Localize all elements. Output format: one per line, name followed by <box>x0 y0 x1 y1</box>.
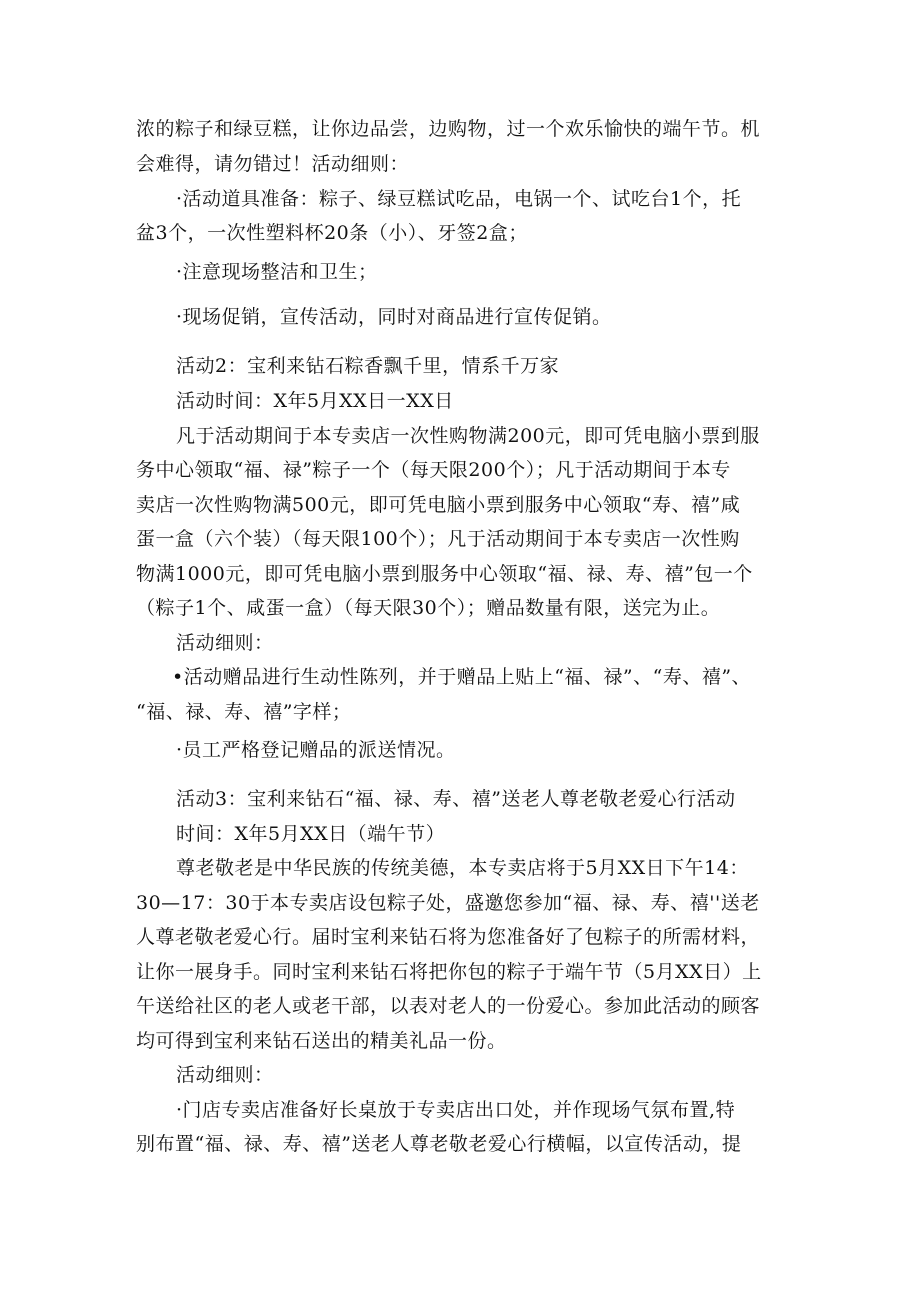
text-line: 卖店一次性购物满500元，即可凭电脑小票到服务中心领取“寿、禧”咸 <box>136 494 741 516</box>
text-line: 均可得到宝利来钻石送出的精美礼品一份。 <box>136 1030 507 1052</box>
bullet-item: ·活动道具准备：粽子、绿豆糕试吃品，电锅一个、试吃台1个，托 <box>176 188 742 210</box>
text-line: （粽子1个、咸蛋一盒）（每天限30个）；赠品数量有限，送完为止。 <box>136 597 721 619</box>
text-line: 蛋一盒（六个装）（每天限100个）；凡于活动期间于本专卖店一次性购 <box>136 528 740 550</box>
text-line: “福、禄、寿、禧”字样； <box>136 701 352 723</box>
text-line: 尊老敬老是中华民族的传统美德，本专卖店将于5月XX日下午14： <box>176 857 749 879</box>
section-heading: 活动2：宝利来钻石粽香飘千里，情系千万家 <box>176 355 560 377</box>
text-line: 凡于活动期间于本专卖店一次性购物满200元，即可凭电脑小票到服 <box>176 425 760 447</box>
text-line: 活动时间：X年5月XX日一XX日 <box>176 390 454 412</box>
bullet-item: ·员工严格登记赠品的派送情况。 <box>176 739 456 761</box>
text-line: 午送给社区的老人或老干部，以表对老人的一份爱心。参加此活动的顾客 <box>136 995 761 1017</box>
section-heading: 活动3：宝利来钻石“福、禄、寿、禧”送老人尊老敬老爱心行活动 <box>176 788 736 810</box>
text-line: 时间：X年5月XX日（端午节） <box>176 823 446 845</box>
text-line: 活动细则： <box>176 1064 274 1086</box>
text-line: 浓的粽子和绿豆糕，让你边品尝，边购物，过一个欢乐愉快的端午节。机 <box>136 118 761 140</box>
text-line: 别布置“福、禄、寿、禧”送老人尊老敬老爱心行横幅，以宣传活动，提 <box>136 1133 742 1155</box>
bullet-item: ·门店专卖店准备好长桌放于专卖店出口处，并作现场气氛布置,特 <box>176 1099 736 1121</box>
text-line: 活动细则： <box>176 632 274 654</box>
text-line: 盆3个，一次性塑料杯20条（小）、牙签2盒； <box>136 222 528 244</box>
text-line: 务中心领取“福、禄”粽子一个（每天限200个）；凡于活动期间于本专 <box>136 459 731 481</box>
bullet-item: ·注意现场整洁和卫生； <box>176 261 378 283</box>
text-line: 30—17：30于本专卖店设包粽子处，盛邀您参加“福、禄、寿、禧''送老 <box>136 892 760 914</box>
bullet-item: ·现场促销，宣传活动，同时对商品进行宣传促销。 <box>176 306 612 328</box>
text-line: 物满1000元，即可凭电脑小票到服务中心领取“福、禄、寿、禧”包一个 <box>136 563 753 585</box>
text-line: 人尊老敬老爱心行。届时宝利来钻石将为您准备好了包粽子的所需材料， <box>136 926 761 948</box>
text-line: 让你一展身手。同时宝利来钻石将把你包的粽子于端午节（5月XX日）上 <box>136 961 762 983</box>
text-line: 会难得，请勿错过！活动细则： <box>136 153 410 175</box>
bullet-item: •活动赠品进行生动性陈列，并于赠品上贴上“福、禄”、“寿、禧”、 <box>172 666 752 688</box>
